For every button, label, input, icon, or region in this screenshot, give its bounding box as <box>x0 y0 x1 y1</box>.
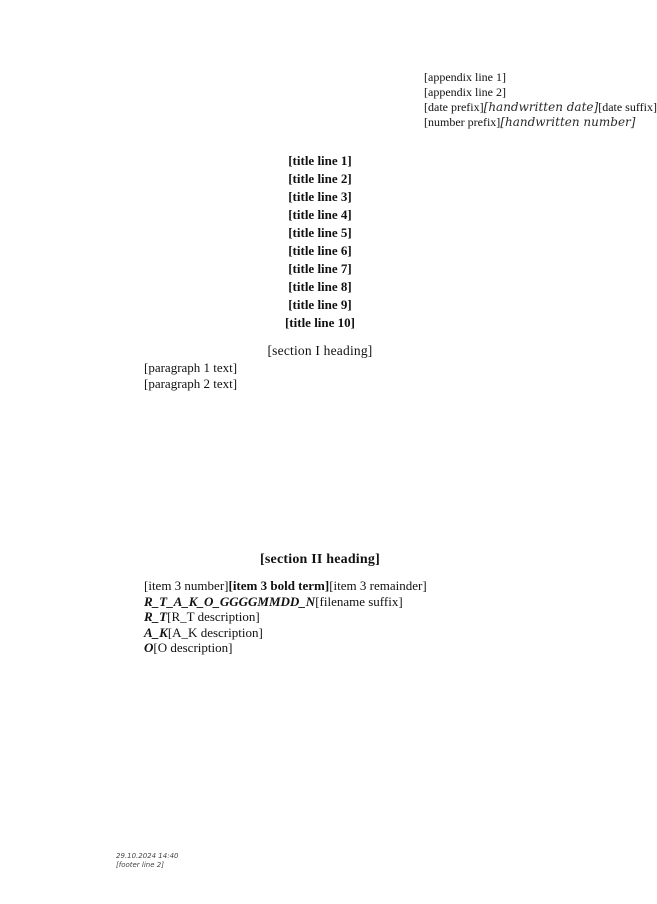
document-title <box>92 152 548 332</box>
section-one-body <box>116 360 600 391</box>
section-one-heading: [section I heading] <box>267 343 373 358</box>
print-footer <box>116 852 178 870</box>
section-two-body <box>116 578 600 656</box>
appendix-date <box>424 100 657 115</box>
rt-text: [R_T description] <box>167 609 260 625</box>
title-line: [title line 9] <box>288 297 352 312</box>
paragraph-3 <box>116 578 600 594</box>
handwritten-number: [handwritten number] <box>500 115 636 129</box>
appendix-line-2: [appendix line 2] <box>424 85 506 99</box>
paragraph-2: [paragraph 2 text] <box>144 375 238 391</box>
ak-code: A_K <box>144 624 168 640</box>
title-line: [title line 5] <box>288 225 352 240</box>
appendix-number <box>424 115 636 130</box>
footer-timestamp: 29.10.2024 14:40 <box>116 852 179 860</box>
paragraph-1: [paragraph 1 text] <box>144 360 238 375</box>
ak-text: [A_K description] <box>167 624 263 640</box>
title-line: [title line 2] <box>288 171 352 186</box>
title-line: [title line 7] <box>288 261 352 276</box>
title-line: [title line 1] <box>288 153 352 168</box>
title-line: [title line 4] <box>288 207 352 222</box>
title-line: [title line 6] <box>288 243 352 258</box>
footer-path: [footer line 2] <box>116 861 164 869</box>
date-suffix: [date suffix] <box>598 100 657 114</box>
filename-suffix: [filename suffix] <box>315 593 403 609</box>
filename-pattern: R_T_A_K_O_GGGGMMDD_N <box>144 593 316 609</box>
item-number: [item 3 number] <box>144 578 229 593</box>
appendix-header <box>424 70 657 130</box>
rt-code: R_T <box>144 609 168 625</box>
number-prefix: [number prefix] <box>424 115 501 129</box>
o-text: [O description] <box>153 640 233 656</box>
title-line: [title line 8] <box>288 279 352 294</box>
title-line: [title line 3] <box>288 189 352 204</box>
item-rest: [item 3 remainder] <box>329 578 427 593</box>
rt-definition <box>116 609 600 625</box>
ak-definition <box>116 625 600 641</box>
o-definition <box>116 640 600 656</box>
handwritten-date: [handwritten date] <box>483 100 599 114</box>
filename-pattern-line <box>116 594 600 610</box>
o-code: O <box>144 640 154 656</box>
appendix-line-1: [appendix line 1] <box>424 70 506 84</box>
section-two-heading: [section II heading] <box>260 552 380 567</box>
date-prefix: [date prefix] <box>424 100 484 114</box>
item-bold-term: [item 3 bold term] <box>228 578 330 593</box>
title-line: [title line 10] <box>284 315 356 330</box>
